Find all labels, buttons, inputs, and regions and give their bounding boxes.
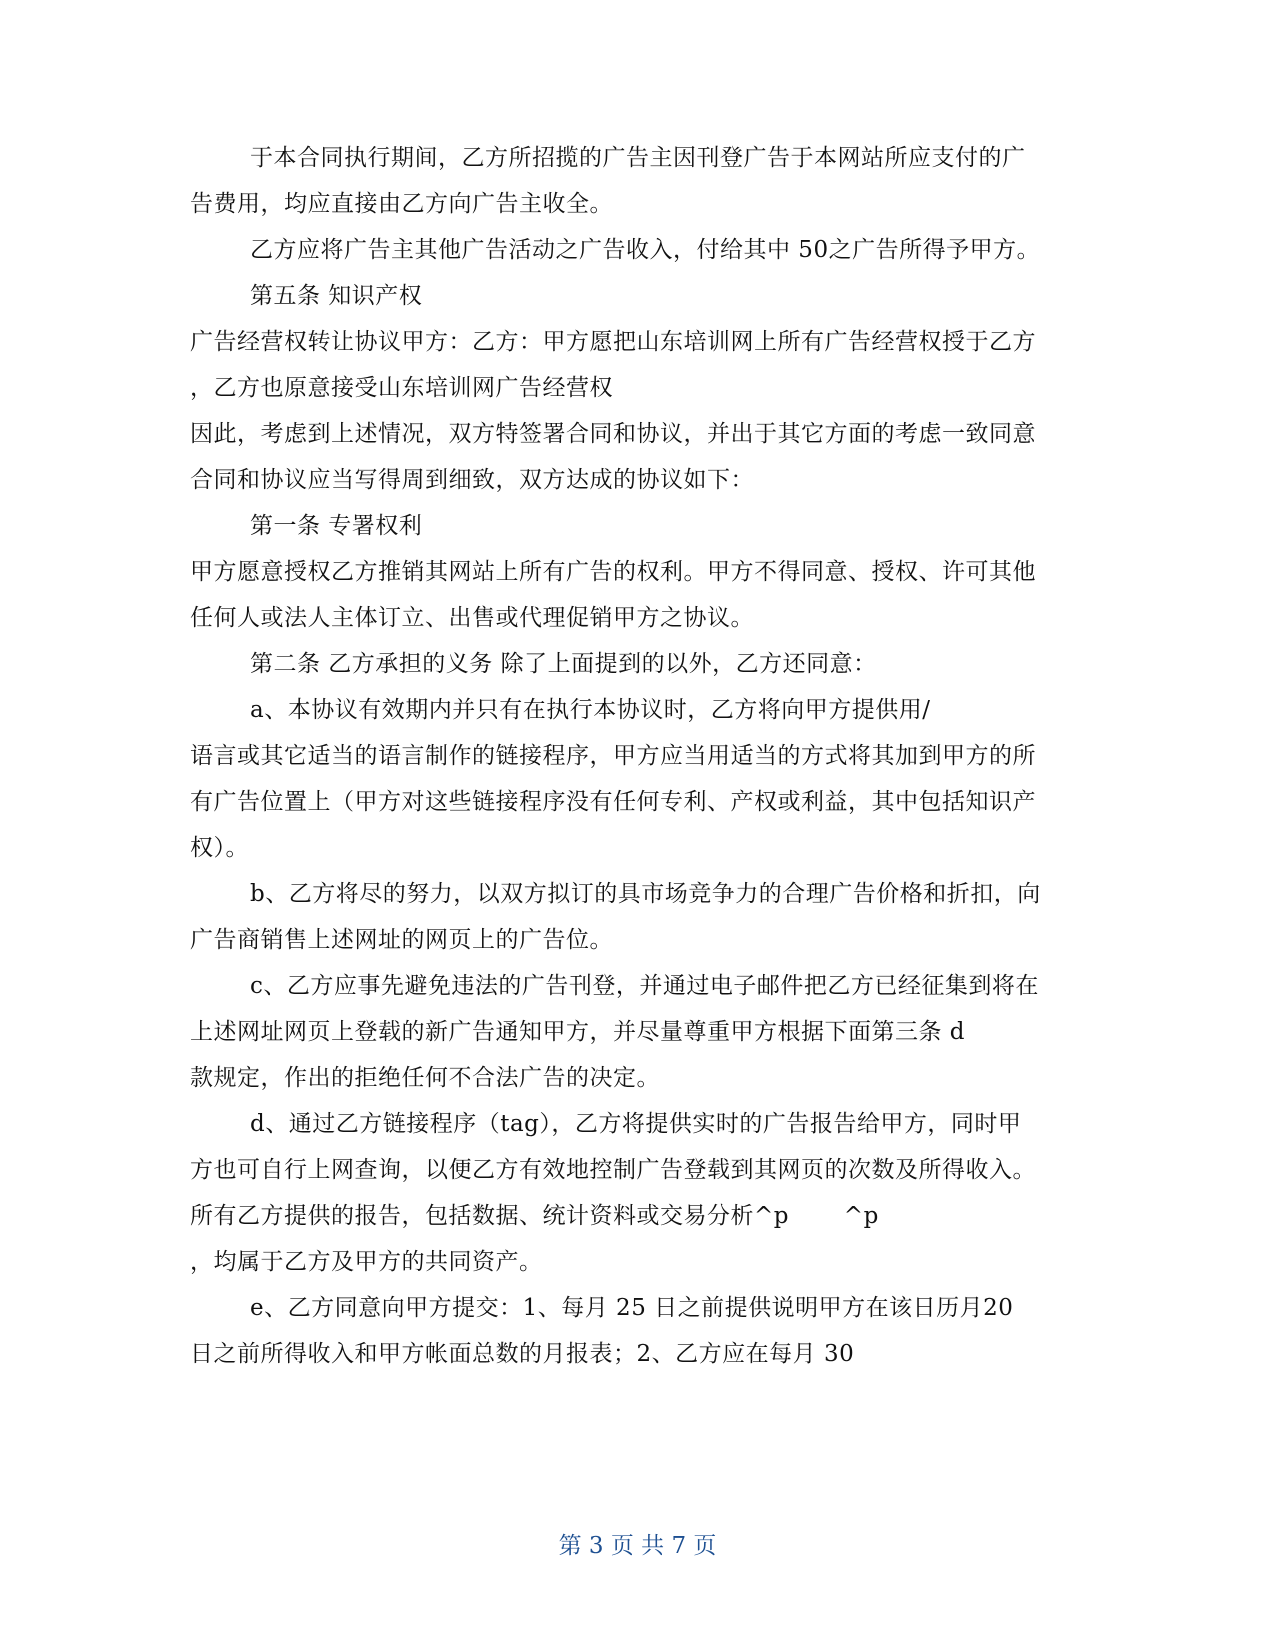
paragraph-line: ，乙方也原意接受山东培训网广告经营权 [190, 375, 613, 401]
paragraph-line: 任何人或法人主体订立、出售或代理促销甲方之协议。 [190, 605, 754, 631]
paragraph-line: 有广告位置上（甲方对这些链接程序没有任何专利、产权或利益，其中包括知识产 [190, 789, 1036, 815]
paragraph-line: c、乙方应事先避免违法的广告刊登，并通过电子邮件把乙方已经征集到将在 [250, 973, 1039, 999]
paragraph-line: 款规定，作出的拒绝任何不合法广告的决定。 [190, 1065, 660, 1091]
paragraph-line: b、乙方将尽的努力，以双方拟订的具市场竞争力的合理广告价格和折扣，向 [250, 881, 1041, 907]
paragraph-line: 日之前所得收入和甲方帐面总数的月报表；2、乙方应在每月 30 [190, 1341, 855, 1367]
paragraph-line: 甲方愿意授权乙方推销其网站上所有广告的权利。甲方不得同意、授权、许可其他 [190, 559, 1036, 585]
section-heading: 第二条 乙方承担的义务 除了上面提到的以外，乙方还同意： [250, 651, 877, 677]
paragraph-line: 所有乙方提供的报告，包括数据、统计资料或交易分析^p ^p [190, 1203, 879, 1229]
paragraph-line: 乙方应将广告主其他广告活动之广告收入，付给其中 50之广告所得予甲方。 [250, 237, 1041, 263]
paragraph-line: 因此，考虑到上述情况，双方特签署合同和协议，并出于其它方面的考虑一致同意 [190, 421, 1036, 447]
paragraph-line: 广告商销售上述网址的网页上的广告位。 [190, 927, 613, 953]
paragraph-line: 语言或其它适当的语言制作的链接程序，甲方应当用适当的方式将其加到甲方的所 [190, 743, 1036, 769]
paragraph-line: 权）。 [190, 835, 249, 861]
section-heading: 第一条 专署权利 [250, 513, 423, 539]
paragraph-line: 广告经营权转让协议甲方：乙方：甲方愿把山东培训网上所有广告经营权授于乙方 [190, 329, 1036, 355]
page-number-label: 第 3 页 共 7 页 [558, 1533, 717, 1559]
section-heading: 第五条 知识产权 [250, 283, 423, 309]
paragraph-line: 于本合同执行期间，乙方所招揽的广告主因刊登广告于本网站所应支付的广 [250, 145, 1026, 171]
paragraph-line: ，均属于乙方及甲方的共同资产。 [190, 1249, 543, 1275]
paragraph-line: e、乙方同意向甲方提交：1、每月 25 日之前提供说明甲方在该日历月20 [250, 1295, 1014, 1321]
paragraph-line: d、通过乙方链接程序（tag），乙方将提供实时的广告报告给甲方，同时甲 [250, 1111, 1022, 1137]
paragraph-line: a、本协议有效期内并只有在执行本协议时，乙方将向甲方提供用/ [250, 697, 931, 723]
paragraph-line: 上述网址网页上登载的新广告通知甲方，并尽量尊重甲方根据下面第三条 d [190, 1019, 966, 1045]
page-footer [0, 1531, 1275, 1561]
paragraph-line: 告费用，均应直接由乙方向广告主收全。 [190, 191, 613, 217]
paragraph-line: 方也可自行上网查询，以便乙方有效地控制广告登载到其网页的次数及所得收入。 [190, 1157, 1036, 1183]
paragraph-line: 合同和协议应当写得周到细致，双方达成的协议如下： [190, 467, 754, 493]
